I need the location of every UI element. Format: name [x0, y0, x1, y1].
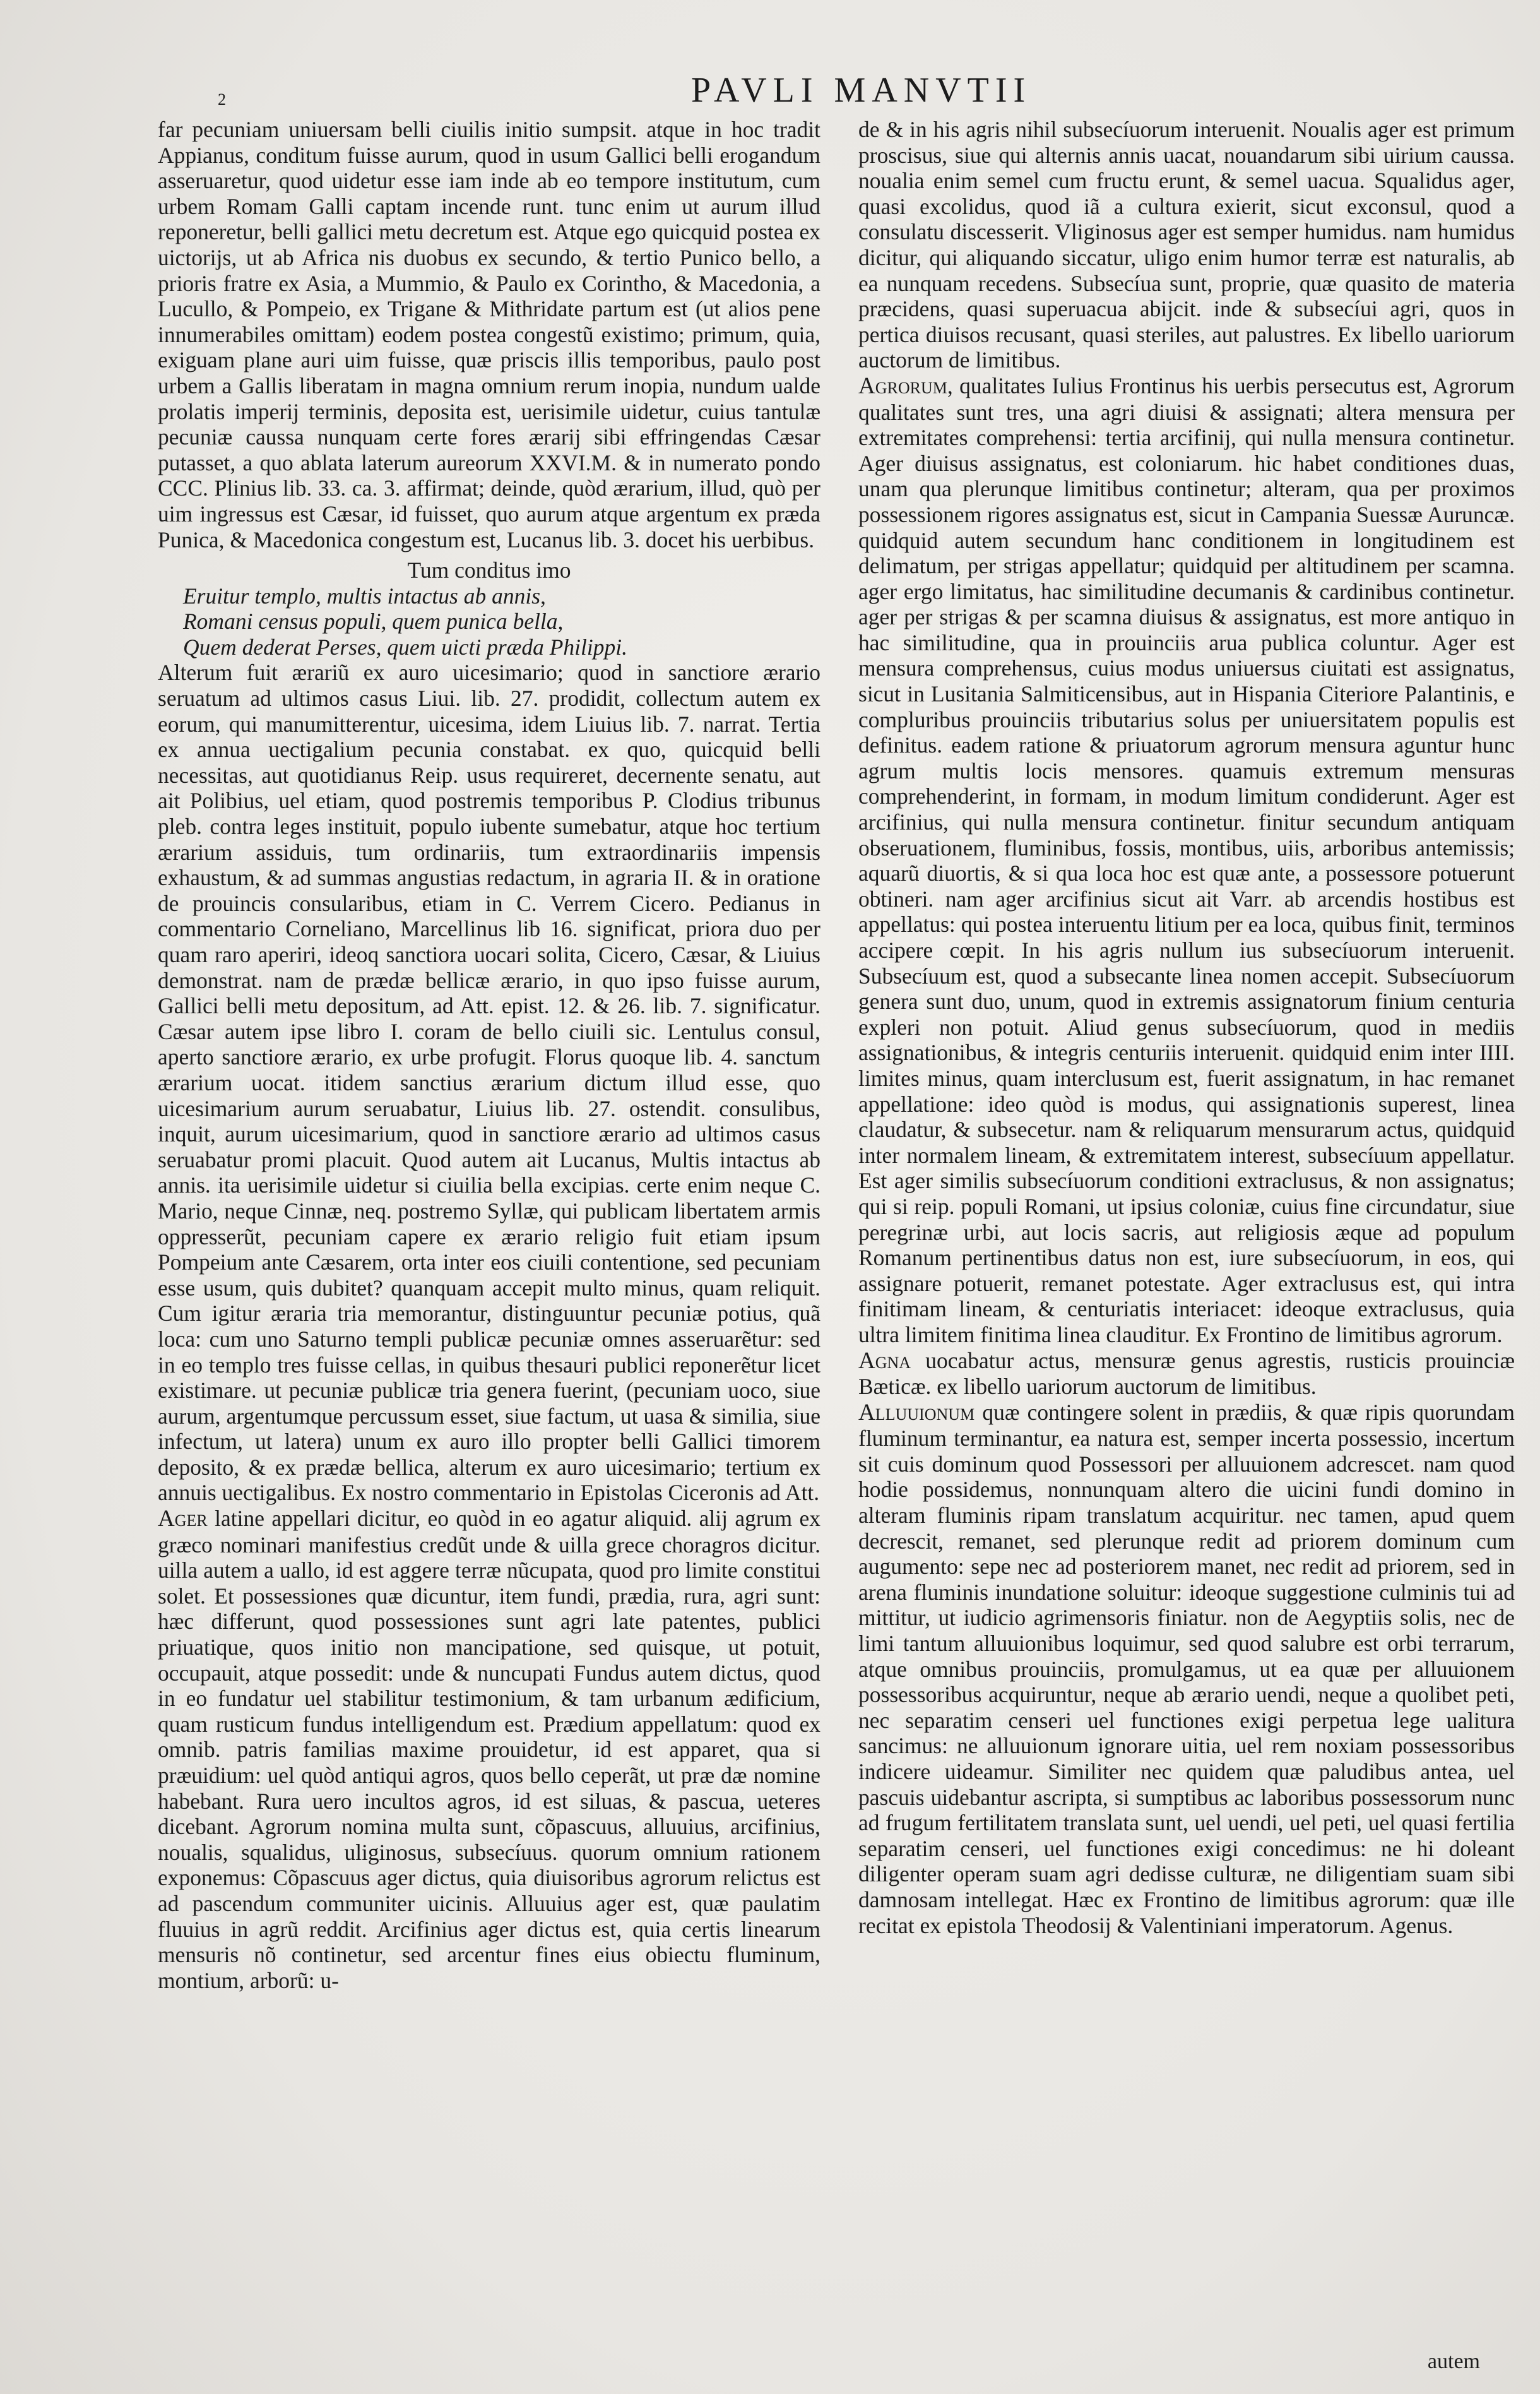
entry-lead-alluuionum: Alluuionum: [858, 1399, 975, 1426]
right-paragraph-continuation: de & in his agris nihil subsecíuorum interuenit. Noualis ager est primum proscisus, siue qui alternis annis uacat, nouandarum sibi uirium caussa. noualia enim semel cum fructu erunt, & semel uacua. Squalidus ager, quasi excolidus, quod iã a cultura exierit, sicut exconsul, quod a consulatu discesserit. Vliginosus ager est semper humidus. nam humidus dicitur, qui aliquando siccatur, uligo enim humor terræ est naturalis, ab ea nunquam recedens. Subsecíua sunt, proprie, quæ quasito de materia præcidens, quasi superuacua abijcit. inde & subsecíui agri, quos in pertica diuisos recusant, quasi steriles, aut palustres. Ex libello uariorum auctorum de limitibus.: [858, 117, 1515, 373]
entry-lead-agrorum: Agrorum: [858, 372, 947, 399]
left-column: [158, 117, 820, 1993]
entry-text-agna: uocabatur actus, mensuræ genus agrestis, rusticis prouinciæ Bæticæ. ex libello uariorum auctorum de limitibus.: [858, 1347, 1515, 1400]
folio-mark: 2: [218, 90, 226, 109]
entry-text-agrorum: , qualitates Iulius Frontinus his uerbis persecutus est, Agrorum qualitates sunt tres, una agri diuisi & assignati; altera mensura per extremitates comprehensi: tertia arcifinij, qui nulla mensura continetur. Ager diuisus assignatus, est coloniarum. hic habet conditiones duas, unam qua plerunque limitibus continetur; alteram, qua per proximos possessionem rigores assignatus est, sicut in Campania Suessæ Auruncæ. quidquid autem secundum hanc conditionem in longitudinem est delimatum, per strigas appellatur; quidquid per altitudinem per scamna. ager ergo limitatus, hac similitudine decumanis & cardinibus continetur. ager per strigas & per scamna diuisus & assignatus, est more antiquo in hac similitudine, qua in prouinciis arua publica coluntur. Ager est mensura comprehensus, cuius modus uniuersus ciuitati est assignatus, sicut in Lusitania Salmiticensibus, aut in Hispania Citeriore Palantinis, e compluribus prouinciis tributarius solus per uniuersitatem populis est definitus. eadem ratione & priuatorum agrorum mensura aguntur hunc agrum multis locis mensores. quamuis extremum mensuras comprehenderint, in formam, in modum limitum condiderunt. Ager est arcifinius, qui nulla mensura continetur. finitur secundum antiquam obseruationem, fluminibus, fossis, montibus, uiis, arboribus antemissis; aquarũ diuortis, & si qua loca hoc est quæ ante, a possessore potuerunt obtineri. nam ager arcifinius sicut ait Varr. ab arcendis hostibus est appellatus: qui postea interuentu litium per ea loca, quibus finit, terminos accipere cœpit. In his agris nullum ius subsecíuorum interuenit. Subsecíuum est, quod a subsecante linea nomen accepit. Subsecíuorum genera sunt duo, unum, quod in extremis assignatorum finium centuria expleri non potuit. Aliud genus subsecíuorum, quod in mediis assignationibus, & integris centuriis interuenit. quidquid enim inter IIII. limites minus, quam interclusum est, fuerit assignatum, in hac remanet appellatione: ideo quòd is modus, qui assignationis superest, linea claudatur, & subsecetur. nam & reliquarum mensurarum actus, quidquid inter normalem lineam, & extremitatem interest, subsecíuum appellatur. Est ager similis subsecíuorum conditioni extraclusus, & non assignatus; qui si reip. populi Romani, ut ipsius coloniæ, cuius fine circundatur, siue peregrinæ urbi, aut locis sacris, aut religiosis æque ad populum Romanum pertinentibus datus non est, iure subsecíuorum, in eos, qui assignare potuerit, remanet potestate. Ager extraclusus est, qui intra finitimam lineam, & centuriatis interiacet: ideoque extraclusus, quia ultra limitem finitima linea clauditur. Ex Frontino de limitibus agrorum.: [858, 372, 1515, 1347]
right-paragraph-agrorum: [858, 373, 1515, 1348]
right-column: [858, 117, 1515, 1938]
entry-lead-ager: Ager: [158, 1506, 208, 1532]
entry-text-alluuionum: quæ contingere solent in prædiis, & quæ ripis quorundam fluminum terminantur, ea natura est, semper incerta possessio, incertum sit cuis dominum quod Possessori per alluuionem adcrescet. nam quod hodie possidemus, nonnunquam altero die uicini fundi domino in alteram fluminis ripam translatum acquiritur. nec tamen, apud quem decrescit, remanet, sed plerunque redit ad priorem dominum cum augumento: sepe nec ad posteriorem manet, nec redit ad priorem, sed in arena fluminis inundatione soluitur: ideoque suggestione culminis tui ad mittitur, ut iudicio agrimensoris finiatur. non de Aegyptiis solis, nec de limi tantum alluuionibus loquimur, sed quod salubre est orbi terrarum, atque omnibus prouinciis, promulgamus, ut ea quæ per alluuionem possessoribus acquiruntur, neque ab ærario uendi, neque a quolibet peti, nec separatim censeri uel functiones exigi perpetua lege ualitura sancimus: ne alluuionum ignorare uitia, uel rem noxiam possessoribus indicere uideamur. Similiter nec quidem quæ paludibus antea, uel pascuis uidebantur ascripta, si sumptibus ac laboribus possessorum nunc ad frugum fertilitatem translata sunt, uel uendi, uel peti, uel quasi fertilia separatim censeri, uel functiones exigi concedimus: ne hi doleant diligenter operam suam agri dedisse culturæ, ne diligentiam suam sibi damnosam intellegat. Hæc ex Frontino de limitibus agrorum: quæ ille recitat ex epistola Theodosij & Valentiniani imperatorum. Agenus.: [858, 1399, 1515, 1938]
left-paragraph-alterum: Alterum fuit ærariũ ex auro uicesimario; quod in sanctiore ærario seruatum ad ultimos casus Liui. lib. 27. prodidit, collectum autem ex eorum, qui manumitterentur, uicesima, idem Liuius lib. 7. narrat. Tertia ex annua uectigalium pecunia constabat. ex quo, quicquid belli necessitas, aut quotidianus Reip. usus requireret, decernente senatu, aut ait Polibius, uel etiam, quod postremis temporibus P. Clodius tribunus pleb. contra leges instituit, populo iubente sumebatur, atque hoc tertium ærarium assiduis, tum ordinariis, tum extraordinariis impensis exhaustum, & ad summas angustias redactum, in agraria II. & in oratione de prouincis consularibus, etiam in C. Verrem Cicero. Pedianus in commentario Corneliano, Marcellinus lib 16. significat, priora duo per quam raro aperiri, ideoq sanctiora uocari solita, Cicero, Cæsar, & Liuius demonstrat. nam de prædæ bellicæ ærario, in quo ipso fuisse aurum, Gallici belli metu depositum, ad Att. epist. 12. & 26. lib. 7. significatur. Cæsar autem ipse libro I. coram de bello ciuili sic. Lentulus consul, aperto sanctiore ærario, ex urbe profugit. Florus quoque lib. 4. sanctum ærarium uocat. itidem sanctius ærarium dictum illud esse, quo uicesimarium aurum seruabatur, Liuius lib. 27. ostendit. consulibus, inquit, aurum uicesimarium, quod in sanctiore ærario ad ultimos casus seruabatur promi placuit. Quod autem ait Lucanus, Multis intactus ab annis. ita uerisimile uidetur si ciuilia bella excipias. certe enim neque C. Mario, neque Cinnæ, neq. postremo Syllæ, qui publicam libertatem armis oppresserũt, pecuniam capere ex ærario religio fuit etiam ipsum Pompeium ante Cæsarem, orta inter eos ciuili contentione, sed pecuniam esse usum, quis dubitet? quanquam accepit multo minus, quam reliquit. Cum igitur æraria tria memorantur, distinguuntur pecuniæ potius, quã loca: cum uno Saturno templi publicæ pecuniæ omnes asseruarẽtur: sed in eo templo tres fuisse cellas, in quibus thesauri publici reponerẽtur licet existimare. ut pecuniæ publicæ tria genera fuerint, (pecuniam uoco, siue aurum, argentumque percussum esset, siue factum, ut uasa & similia, siue infectum, ut latera) unum ex auro illo propter belli Gallici timorem deposito, & ex prædæ bellica, alterum ex auro uicesimario; tertium ex annuis uectigalibus. Ex nostro commentario in Epistolas Ciceronis ad Att.: [158, 660, 820, 1506]
catchword: autem: [1427, 2350, 1480, 2373]
left-paragraph-aerarium: far pecuniam uniuersam belli ciuilis initio sumpsit. atque in hoc tradit Appianus, conditum fuisse aurum, quod in usum Gallici belli erogandum asseruaretur, quod uidetur esse iam inde ab eo tempore institutum, cum urbem Romam Galli captam incende runt. tunc enim ut aurum illud reponeretur, belli gallici metu decretum est. Atque ego quicquid postea ex uictorijs, ut ab Africa nis duobus ex secundo, & tertio Punico bello, a prioris fratre ex Asia, a Mummio, & Paulo ex Corintho, & Macedonia, a Lucullo, & Pompeio, ex Trigane & Mithridate partum est (ut alios pene innumerabiles omittam) eodem postea congestũ existimo; primum, quia, exiguam plane auri uim fuisse, quæ priscis illis temporibus, paulo post urbem a Gallis liberatam in magna omnium rerum inopia, nundum ualde prolatis imperij terminis, deposita est, uerisimile uidetur, cuius tantulæ pecuniæ caussa nunquam certe fores ærarij sibi effringendas Cæsar putasset, a quo ablata laterum aureorum XXVI.M. & in numerato pondo CCC. Plinius lib. 33. ca. 3. affirmat; deinde, quòd ærarium, illud, quò per uim ingressus est Cæsar, id fuisset, quo aurum atque argentum ex præda Punica, & Macedonica congestum est, Lucanus lib. 3. docet his uerbibus.: [158, 117, 820, 552]
right-paragraph-alluuionum: [858, 1400, 1515, 1938]
running-title: PAVLI MANVTII: [691, 71, 1032, 110]
verse-line: Romani census populi, quem punica bella,: [183, 609, 564, 634]
verse-line: Eruitur templo, multis intactus ab annis,: [183, 583, 546, 609]
verse-heading: Tum conditus imo: [407, 557, 571, 583]
entry-lead-agna: Agna: [858, 1347, 911, 1374]
left-paragraph-ager: [158, 1506, 820, 1993]
page-header: [0, 66, 1540, 110]
lucan-verse: [158, 583, 820, 660]
right-paragraph-agna: [858, 1348, 1515, 1400]
entry-text-ager: latine appellari dicitur, eo quòd in eo agatur aliquid. alij agrum ex græco nominari manifestius credũt unde & uilla grece choragros dicitur. uilla autem a uallo, id est aggere terræ nũcupata, quod pro limite constitui solet. Et possessiones quæ dicuntur, item fundi, prædia, rura, agri sunt: hæc differunt, quod possessiones sunt agri late patentes, publici priuatique, quos initio non mancipatione, sed quisque, ut potuit, occupauit, atque possedit: unde & nuncupati Fundus autem dictus, quod in eo fundatur uel stabilitur testimonium, & tam urbanum ædificium, quam rusticum fundus intelligendum est. Prædium appellatum: quod ex omnib. patris familias maxime prouidetur, id est apparet, qua si præuidium: uel quòd antiqui agros, quos bello ceperãt, ut præ dæ nomine habebant. Rura uero incultos agros, id est siluas, & pascua, ueteres dicebant. Agrorum nomina multa sunt, cõpascuus, alluuius, arcifinius, noualis, squalidus, uliginosus, subsecíuus. quorum omnium rationem exponemus: Cõpascuus ager dictus, quia diuisoribus agrorum relictus est ad pascendum communiter uicinis. Alluuius ager est, quæ paulatim fluuius in agrũ reddit. Arcifinius ager dictus est, quia certis linearum mensuris nõ continetur, sed arcentur fines eius obiectu fluminum, montium, arborũ: u-: [158, 1506, 820, 1993]
verse-line: Quem dederat Perses, quem uicti præda Philippi.: [183, 634, 627, 660]
